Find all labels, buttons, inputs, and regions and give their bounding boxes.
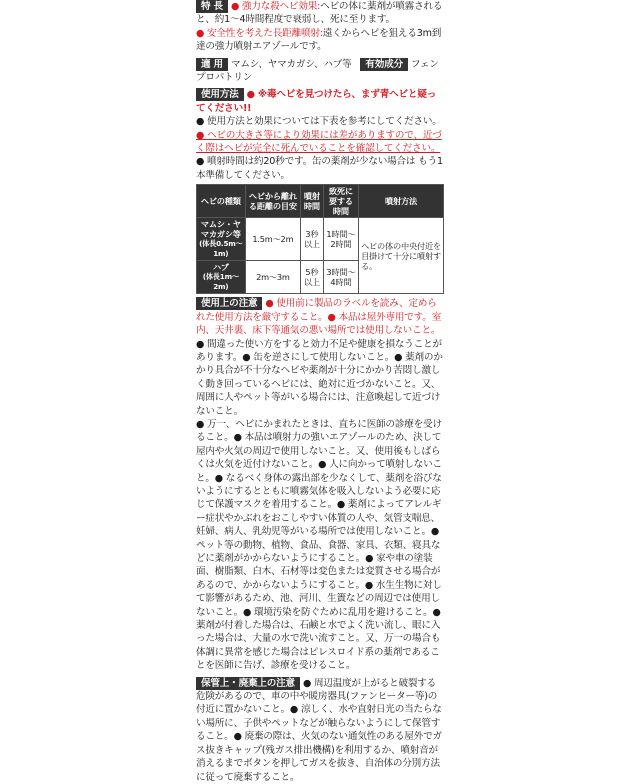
header-method: 噴射方法 xyxy=(359,185,444,218)
application-row xyxy=(194,58,446,85)
usage-table xyxy=(196,184,444,294)
spray-method: ヘビの体の中央付近を目掛けて十分に噴射する。 xyxy=(359,218,444,294)
features-label: 特 長 xyxy=(196,0,228,13)
table-row xyxy=(197,218,444,261)
caution-text-1: ● 間違った使い方をすると効力不足や健康を損なうことがあります。● 缶を逆さにして使用しないこと。● 薬剤のかかり具合が不十分なヘビや薬剤が十分にかかり苦悶し激しく動き回っているヘビには、絶対に近づかないこと。又、周囲に人やペット等がいる場合には、注意喚起して近づけないこと。 xyxy=(196,338,443,417)
features-section xyxy=(194,0,446,54)
features-line2-heading: ● 安全性を考えた長距離噴射: xyxy=(196,27,323,39)
usage-warning: ● ※毒ヘビを見つけたら、まず青ヘビと疑ってください!! xyxy=(196,89,437,114)
storage-section xyxy=(194,677,446,784)
usage-bullet-2: ● ヘビの大きさ等により効果には差がありますので、近づく際はヘビが完全に死んでいることを確認してください。 xyxy=(196,129,442,155)
usage-bullet-1: ● 使用方法と効果については下表を参考にしてください。 xyxy=(196,116,442,128)
caution-text-2: ● 万一、ヘビにかまれたときは、直ちに医師の診療を受けること。● 本品は噴射力の強いエアゾールのため、決して屋内や火気の周辺で使用しないこと。又、使用後もしばらくは火気を近付けないこと。● 人に向かって噴射しないこと。● なるべく身体の露出部を少なくして、薬剤を浴びないようにするとともに噴霧気体を吸入しないよう必要に応じて保護マスクを着用すること。● 薬剤によってアレルギー症状やかぶれをおこしやすい体質の人や、気管支喘息、妊婦、病人、乳幼児等がいる場所では使用しないこと。● ペット等の動物、植物、食品、食器、家具、衣類、寝具などに薬剤がかからないようにすること。● 家や車の塗装面、樹脂類、白木、石材等は変色または変質させる場合があるので、かからないようにすること。● 水生生物に対して影響があるため、池、河川、生簀などの周辺では使用しないこと。● 環境汚染を防ぐために乱用を避けること。● 薬剤が付着した場合は、石鹸と水でよく洗い流し、眼に入った場合は、大量の水で洗い流すこと。又、万一の場合も体調に異常を感じた場合はピレスロイド系の薬剤であることを医師に告げ、診療を受けること。 xyxy=(196,418,442,672)
features-line1-text: ヘビの体に薬剤が噴霧されると、約1～4時間程度で衰弱し、死に至ります。 xyxy=(196,1,443,26)
header-snake-type: ヘビの種類 xyxy=(197,185,246,218)
row1-time: 3秒以上 xyxy=(301,218,324,261)
usage-label: 使用方法 xyxy=(196,88,244,101)
storage-text: ● 周辺温度が上がると破裂する危険があるので、車の中や暖房器具(ファンヒーター等)の付近に置かないこと。● 涼しく、水や直射日光の当たらない場所に、子供やペットなどが触らないようにして保管すること。● 廃棄の際は、火気のない通気性のある屋外でガス抜きキャップ(残ガス排出機構)を利用するか、噴射音が消えるまでボタンを押してガスを抜き、自治体の分別方法に従って廃棄すること。 xyxy=(196,677,442,783)
row2-kind: ハブ (体長1m～2m) xyxy=(197,261,246,294)
row1-distance: 1.5m～2m xyxy=(245,218,300,261)
header-spray-time: 噴射時間 xyxy=(301,185,324,218)
usage-table-header xyxy=(197,185,444,218)
caution-red-text: ● 使用前に製品のラベルを読み、定められた使用方法を厳守すること。● 本品は屋外専用です。室内、天井裏、床下等通気の悪い場所では使用しないこと。 xyxy=(196,298,442,337)
usage-bullet-3: ● 噴射時間は約20秒です。缶の薬剤が少ない場合は もう1本準備してください。 xyxy=(196,156,443,181)
header-distance: ヘビから離れる距離の目安 xyxy=(245,185,300,218)
application-value: マムシ、ヤマカガシ、ハブ等 xyxy=(230,58,352,70)
product-label-sheet xyxy=(194,0,446,783)
features-line2-text: 遠くからヘビを狙える3m到達の強力噴射エアゾールです。 xyxy=(196,27,442,53)
row2-time: 5秒以上 xyxy=(301,261,324,294)
row1-death: 1時間～2時間 xyxy=(323,218,358,261)
ingredient-label: 有効成分 xyxy=(360,58,408,71)
application-label: 適 用 xyxy=(196,58,228,71)
row2-distance: 2m～3m xyxy=(245,261,300,294)
header-lethal-time: 致死に要する時間 xyxy=(323,185,358,218)
caution-section xyxy=(194,297,446,672)
ingredient-value: フェンプロパトリン xyxy=(196,58,439,84)
usage-section xyxy=(194,88,446,182)
caution-label: 使用上の注意 xyxy=(196,297,262,310)
row2-death: 3時間～4時間 xyxy=(323,261,358,294)
features-line1-heading: ● 強力な殺ヘビ効果: xyxy=(230,1,321,12)
storage-label: 保管上・廃棄上の注意 xyxy=(196,677,300,690)
row1-kind: マムシ・ヤマカガシ等 (体長0.5m～1m) xyxy=(197,218,246,261)
